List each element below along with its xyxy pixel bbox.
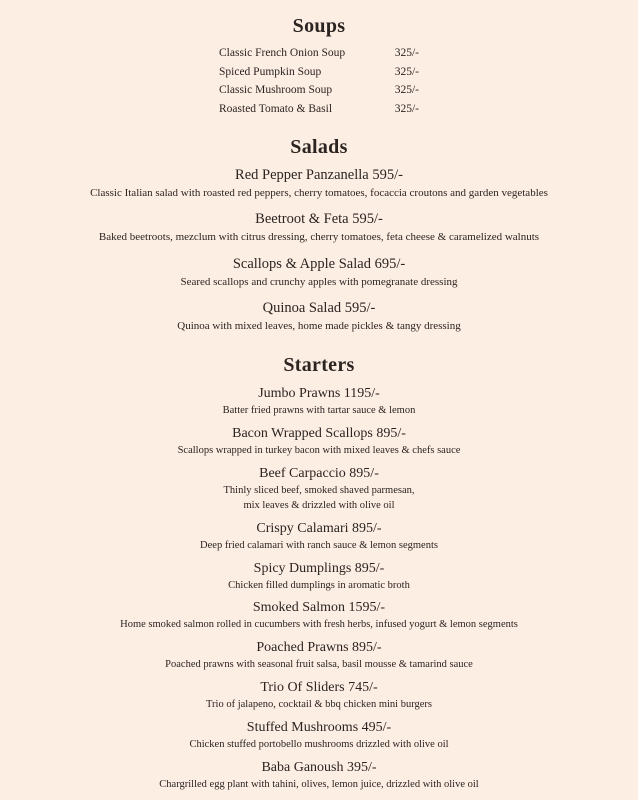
item-description-line: Classic Italian salad with roasted red peppers, cherry tomatoes, focaccia croutons and garden vegetables xyxy=(90,186,548,199)
menu-item xyxy=(18,757,620,793)
item-name: Jumbo Prawns 1195/- xyxy=(258,386,380,401)
item-price: 325/- xyxy=(394,47,419,59)
item-description xyxy=(18,579,620,594)
item-description xyxy=(18,186,620,202)
item-name: Smoked Salmon 1595/- xyxy=(252,600,386,616)
menu-item xyxy=(18,254,620,291)
section-title-starters: Starters xyxy=(283,354,355,376)
item-description-line: Trio of jalapeno, cocktail & bbq chicken mini burgers xyxy=(206,699,432,711)
menu-item-row xyxy=(219,100,419,119)
menu-section-starters xyxy=(18,353,620,793)
item-description xyxy=(18,319,620,335)
item-description-line: Home smoked salmon rolled in cucumbers with fresh herbs, infused yogurt & lemon segments xyxy=(120,619,518,631)
item-description xyxy=(18,698,620,713)
item-description-line: Poached prawns with seasonal fruit salsa, basil mousse & tamarind sauce xyxy=(165,659,473,671)
menu-item xyxy=(18,298,620,335)
item-name: Classic French Onion Soup xyxy=(219,47,346,59)
item-name: Trio Of Sliders 745/- xyxy=(260,680,378,696)
item-name: Spicy Dumplings 895/- xyxy=(253,560,385,576)
item-description xyxy=(18,404,620,419)
item-name: Bacon Wrapped Scallops 895/- xyxy=(232,425,406,441)
item-name: Scallops & Apple Salad 695/- xyxy=(232,255,406,272)
menu-item xyxy=(18,165,620,202)
item-price: 325/- xyxy=(394,84,419,97)
item-description-line: Chicken filled dumplings in aromatic broth xyxy=(228,579,410,591)
item-description xyxy=(18,230,620,246)
item-description xyxy=(18,658,620,673)
item-description-line: mix leaves & drizzled with olive oil xyxy=(243,499,395,511)
item-name: Baba Ganoush 395/- xyxy=(261,760,377,776)
item-price: 325/- xyxy=(394,102,419,115)
item-name: Beetroot & Feta 595/- xyxy=(255,211,383,228)
item-description-line: Deep fried calamari with ranch sauce & lemon segments xyxy=(200,539,438,551)
menu-section-salads xyxy=(18,135,620,336)
menu-item xyxy=(18,637,620,673)
item-name: Beef Carpaccio 895/- xyxy=(259,465,379,481)
item-description xyxy=(18,738,620,753)
menu-section-soups xyxy=(18,14,620,119)
item-name: Classic Mushroom Soup xyxy=(219,84,333,97)
item-description xyxy=(18,484,620,514)
menu-item xyxy=(18,597,620,633)
item-description-line: Chargrilled egg plant with tahini, olives, lemon juice, drizzled with olive oil xyxy=(159,779,479,791)
item-description-line: Scallops wrapped in turkey bacon with mixed leaves & chefs sauce xyxy=(177,444,461,456)
item-name: Quinoa Salad 595/- xyxy=(262,300,376,317)
menu-item xyxy=(18,383,620,419)
menu-item xyxy=(18,423,620,459)
item-description-line: Batter fried prawns with tartar sauce & lemon xyxy=(222,405,416,416)
menu-item-row xyxy=(219,63,419,82)
menu-item xyxy=(18,717,620,753)
item-description xyxy=(18,618,620,633)
menu-item xyxy=(18,518,620,554)
menu-item xyxy=(18,209,620,246)
item-description-line: Quinoa with mixed leaves, home made pickles & tangy dressing xyxy=(177,320,461,333)
menu-item xyxy=(18,558,620,594)
item-description-line: Baked beetroots, mezclum with citrus dressing, cherry tomatoes, feta cheese & caramelized walnuts xyxy=(98,231,540,244)
soups-price-list xyxy=(219,44,419,119)
section-title-soups: Soups xyxy=(292,15,346,37)
item-price: 325/- xyxy=(394,65,419,78)
item-description-line: Chicken stuffed portobello mushrooms drizzled with olive oil xyxy=(189,739,449,751)
menu-item xyxy=(18,463,620,514)
menu-item-row xyxy=(219,44,419,63)
item-description xyxy=(18,275,620,291)
item-name: Roasted Tomato & Basil xyxy=(219,102,333,115)
item-description-line: Seared scallops and crunchy apples with pomegranate dressing xyxy=(180,275,458,288)
menu-item xyxy=(18,677,620,713)
menu-item-row xyxy=(219,81,419,100)
item-description-line: Thinly sliced beef, smoked shaved parmesan, xyxy=(223,484,415,496)
item-description xyxy=(18,778,620,793)
item-name: Red Pepper Panzanella 595/- xyxy=(235,166,403,183)
item-name: Poached Prawns 895/- xyxy=(256,640,382,656)
item-name: Stuffed Mushrooms 495/- xyxy=(246,720,392,736)
item-name: Spiced Pumpkin Soup xyxy=(219,65,322,78)
item-description xyxy=(18,444,620,459)
item-description xyxy=(18,539,620,554)
section-title-salads: Salads xyxy=(290,135,348,158)
item-name: Crispy Calamari 895/- xyxy=(256,520,382,536)
